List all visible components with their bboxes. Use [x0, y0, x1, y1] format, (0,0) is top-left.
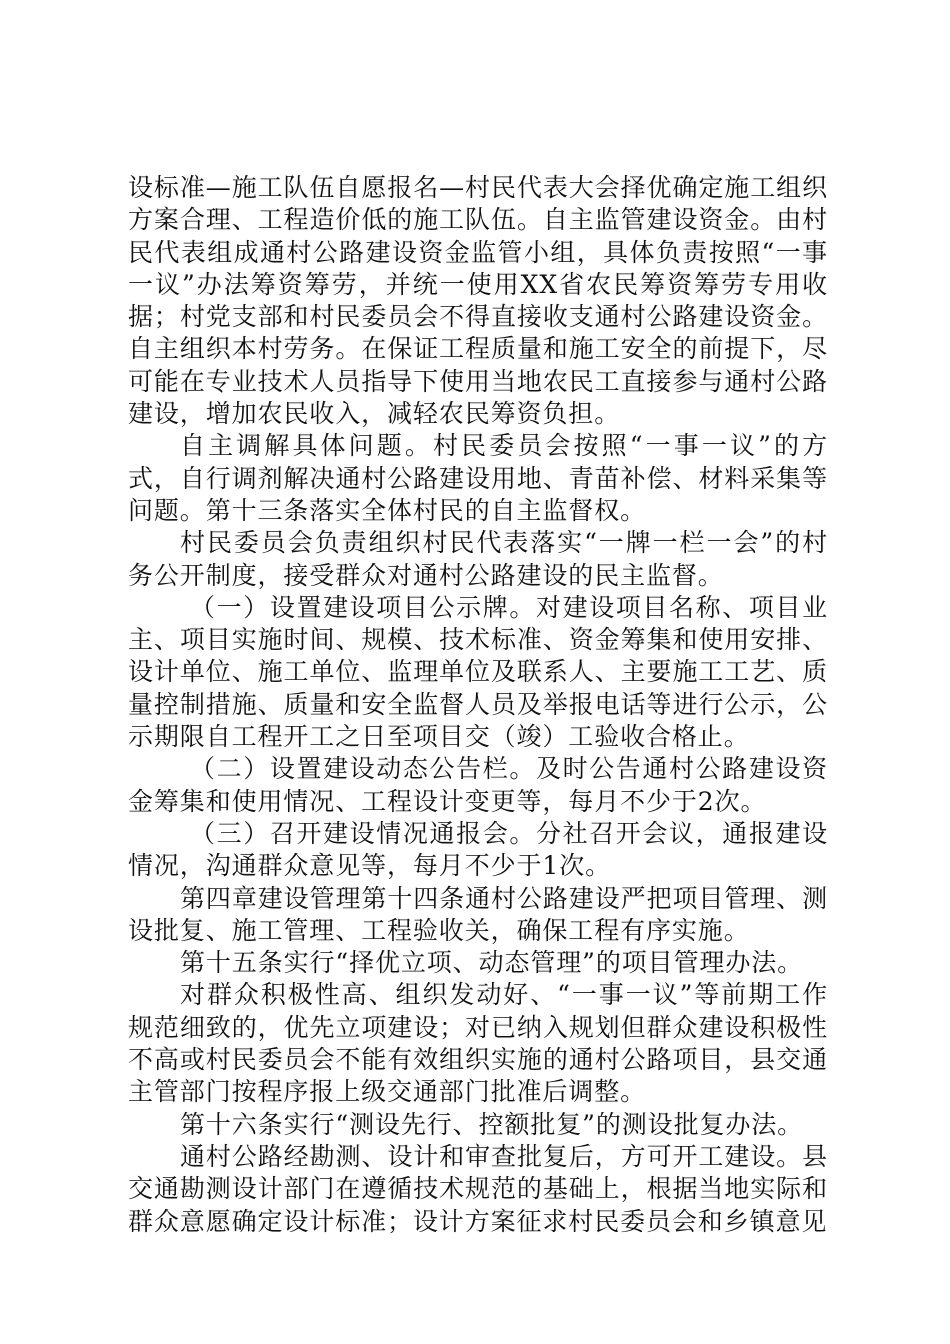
- paragraph-3: 村民委员会负责组织村民代表落实“一牌一栏一会”的村务公开制度，接受群众对通村公路建设的民主监督。: [128, 528, 828, 590]
- paragraph-7: 第四章建设管理第十四条通村公路建设严把项目管理、测设批复、施工管理、工程验收关，确保工程有序实施。: [128, 883, 828, 945]
- document-body: [128, 172, 828, 1238]
- paragraph-8: 第十五条实行“择优立项、动态管理”的项目管理办法。: [180, 948, 804, 978]
- paragraph-6: （三）召开建设情况通报会。分社召开会议，通报建设情况，沟通群众意见等，每月不少于1次。: [128, 818, 828, 881]
- paragraph-4: （一）设置建设项目公示牌。对建设项目名称、项目业主、项目实施时间、规模、技术标准、资金筹集和使用安排、设计单位、施工单位、监理单位及联系人、主要施工工艺、质量控制措施、质量和安全监督人员及举报电话等进行公示，公示期限自工程开工之日至项目交（竣）工验收合格止。: [128, 592, 828, 752]
- paragraph-10: 第十六条实行“测设先行、控额批复”的测设批复办法。: [180, 1109, 804, 1139]
- paragraph-1: 设标准—施工队伍自愿报名—村民代表大会择优确定施工组织方案合理、工程造价低的施工队伍。自主监管建设资金。由村民代表组成通村公路建设资金监管小组，具体负责按照“一事一议”办法筹资筹劳，并统一使用XX省农民筹资筹劳专用收据；村党支部和村民委员会不得直接收支通村公路建设资金。自主组织本村劳务。在保证工程质量和施工安全的前提下，尽可能在专业技术人员指导下使用当地农民工直接参与通村公路建设，增加农民收入，减轻农民筹资负担。: [128, 173, 828, 429]
- paragraph-2: 自主调解具体问题。村民委员会按照“一事一议”的方式，自行调剂解决通村公路建设用地、青苗补偿、材料采集等问题。第十三条落实全体村民的自主监督权。: [128, 431, 828, 525]
- paragraph-11: 通村公路经勘测、设计和审查批复后，方可开工建设。县交通勘测设计部门在遵循技术规范的基础上，根据当地实际和群众意愿确定设计标准；设计方案征求村民委员会和乡镇意见: [128, 1141, 828, 1236]
- paragraph-5: （二）设置建设动态公告栏。及时公告通村公路建设资金筹集和使用情况、工程设计变更等，每月不少于2次。: [128, 754, 828, 816]
- paragraph-9: 对群众积极性高、组织发动好、“一事一议”等前期工作规范细致的，优先立项建设；对已纳入规划但群众建设积极性不高或村民委员会不能有效组织实施的通村公路项目，县交通主管部门按程序报上级交通部门批准后调整。: [128, 980, 828, 1107]
